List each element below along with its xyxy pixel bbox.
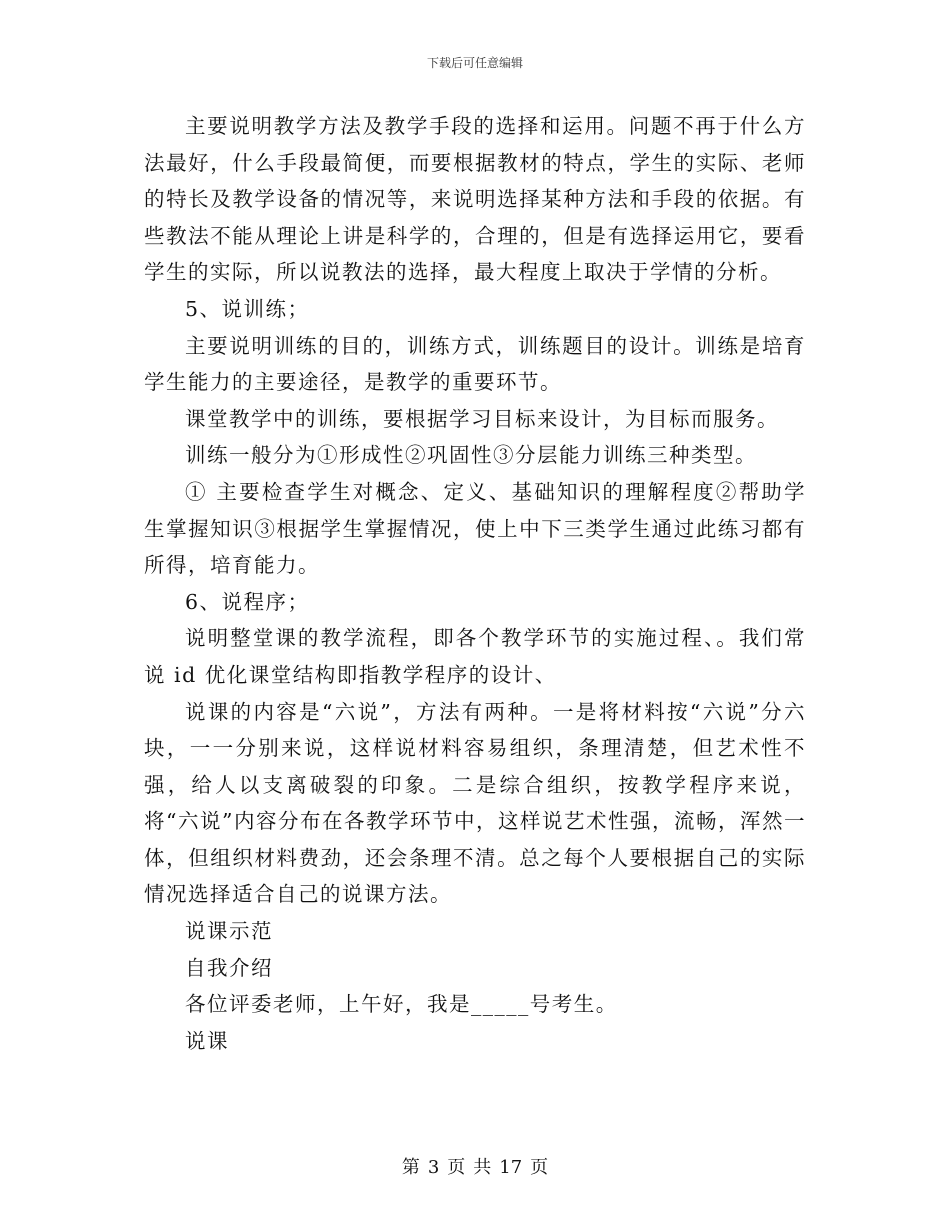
paragraph: 说明整堂课的教学流程，即各个教学环节的实施过程、。我们常说 id 优化课堂结构即指教学程序的设计、: [144, 626, 806, 687]
page-header: 下载后可任意编辑: [426, 56, 523, 70]
paragraph: 课堂教学中的训练，要根据学习目标来设计，为目标而服务。: [185, 406, 779, 431]
paragraph: 说课的内容是“六说”，方法有两种。一是将材料按“六说”分六块，一一分别来说，这样说材料容易组织，条理清楚，但艺术性不强，给人以支离破裂的印象。二是综合组织，按教学程序来说，将“六说”内容分布在各教学环节中，这样说艺术性强，流畅，浑然一体，但组织材料费劲，还会条理不清。总之每个人要根据自己的实际情况选择适合自己的说课方法。: [144, 699, 806, 907]
section-heading: 说课: [185, 1028, 229, 1053]
footer-label-total: 共: [473, 1157, 492, 1178]
section-heading: 自我介绍: [185, 955, 273, 980]
paragraph: 训练一般分为①形成性②巩固性③分层能力训练三种类型。: [185, 443, 757, 468]
footer-current-page: 3: [427, 1157, 440, 1178]
footer-total-pages: 17: [499, 1157, 523, 1178]
paragraph: 主要说明教学方法及教学手段的选择和运用。问题不再于什么方法最好，什么手段最简便，而要根据教材的特点，学生的实际、老师的特长及教学设备的情况等，来说明选择某种方法和手段的依据。有些教法不能从理论上讲是科学的，合理的，但是有选择运用它，要看学生的实际，所以说教法的选择，最大程度上取决于学情的分析。: [144, 114, 806, 285]
footer-label-end: 页: [530, 1157, 549, 1178]
paragraph: 主要说明训练的目的，训练方式，训练题目的设计。训练是培育学生能力的主要途径，是教学的重要环节。: [144, 333, 806, 395]
section-heading: 5、说训练；: [185, 296, 310, 321]
paragraph: 各位评委老师，上午好，我是_____号考生。: [185, 992, 618, 1017]
document-body: [144, 108, 806, 1059]
footer-label-of: 页: [447, 1157, 466, 1178]
paragraph: ① 主要检查学生对概念、定义、基础知识的理解程度②帮助学生掌握知识③根据学生掌握情况，使上中下三类学生通过此练习都有所得，培育能力。: [144, 479, 806, 578]
section-heading: 说课示范: [185, 919, 273, 944]
page-footer: [0, 1153, 950, 1179]
footer-label-page: 第: [401, 1157, 420, 1178]
section-heading: 6、说程序；: [185, 589, 310, 614]
